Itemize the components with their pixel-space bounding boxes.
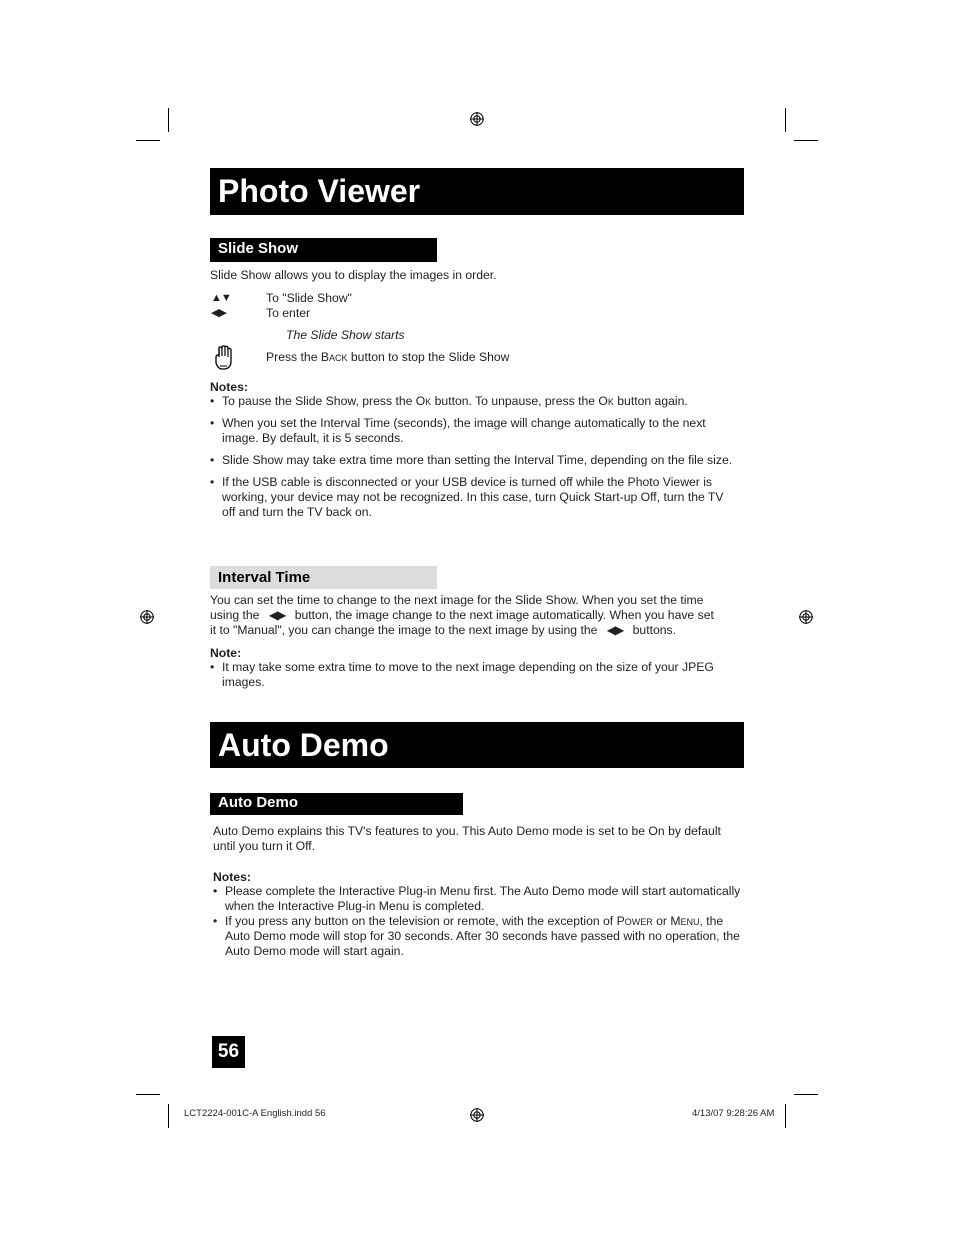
left-right-arrows-icon: ◀▶ bbox=[268, 608, 286, 622]
crop-mark-top-right-v bbox=[785, 108, 786, 132]
power-key-label: Power bbox=[616, 914, 653, 928]
note-text: button again. bbox=[613, 394, 688, 408]
press-back-pre: Press the bbox=[266, 350, 321, 364]
crop-mark-bottom-right-v bbox=[785, 1104, 786, 1128]
note-text: or bbox=[652, 914, 671, 928]
auto-demo-title: Auto Demo bbox=[210, 722, 744, 768]
footer-file-info: LCT2224-001C-A English.indd 56 bbox=[184, 1108, 326, 1119]
page-number: 56 bbox=[212, 1036, 245, 1068]
crop-mark-bottom-left-v bbox=[168, 1104, 169, 1128]
registration-mark-top-icon bbox=[470, 112, 484, 126]
left-right-arrows-icon: ◀▶ bbox=[211, 307, 226, 319]
interval-time-heading: Interval Time bbox=[210, 566, 437, 589]
note-text: , the Auto Demo mode will stop for 30 seconds. After 30 seconds have passed with no operation, the Auto Demo mode will start again. bbox=[225, 914, 740, 958]
list-item: • If the USB cable is disconnected or your USB device is turned off while the Photo Viewer is working, your device may not be recognized. In this case, turn Quick Start-up Off, turn the TV off and turn the TV back on. bbox=[210, 475, 740, 520]
interval-text: buttons. bbox=[632, 623, 677, 637]
interval-text: using the bbox=[210, 608, 260, 622]
slide-show-starts: The Slide Show starts bbox=[286, 328, 405, 342]
list-item bbox=[213, 914, 743, 959]
interval-text: button, the image change to the next image automatically. When you have set bbox=[294, 608, 714, 622]
list-item: • When you set the Interval Time (seconds), the image will change automatically to the next image. By default, it is 5 seconds. bbox=[210, 416, 740, 446]
slide-show-notes-list bbox=[210, 394, 740, 520]
auto-demo-notes-list bbox=[213, 884, 743, 959]
registration-mark-bottom-icon bbox=[470, 1108, 484, 1122]
crop-mark-top-left-h bbox=[136, 140, 160, 141]
interval-note-label: Note: bbox=[210, 646, 242, 660]
up-down-arrows-icon: ▲▼ bbox=[211, 292, 231, 304]
crop-mark-bottom-left-h bbox=[136, 1094, 160, 1095]
footer-timestamp: 4/13/07 9:28:26 AM bbox=[692, 1108, 775, 1119]
note-text: button. To unpause, press the bbox=[431, 394, 599, 408]
list-item: • Please complete the Interactive Plug-in Menu first. The Auto Demo mode will start automatically when the Interactive Plug-in Menu is completed. bbox=[213, 884, 743, 914]
press-back-instruction bbox=[266, 350, 509, 365]
slide-show-notes-label: Notes: bbox=[210, 380, 248, 394]
list-item: • Slide Show may take extra time more than setting the Interval Time, depending on the file size. bbox=[210, 453, 740, 468]
note-text: If you press any button on the television or remote, with the exception of bbox=[225, 914, 617, 928]
note-text: To pause the Slide Show, press the bbox=[222, 394, 416, 408]
press-back-post: button to stop the Slide Show bbox=[347, 350, 510, 364]
auto-demo-notes-label: Notes: bbox=[213, 870, 251, 884]
auto-demo-intro: Auto Demo explains this TV's features to you. This Auto Demo mode is set to be On by default until you turn it Off. bbox=[213, 824, 721, 853]
slide-show-heading: Slide Show bbox=[210, 238, 437, 262]
crop-mark-bottom-right-h bbox=[794, 1094, 818, 1095]
crop-mark-top-left-v bbox=[168, 108, 169, 132]
back-key-label: Back bbox=[320, 350, 348, 364]
interval-line-3 bbox=[210, 623, 744, 638]
list-item bbox=[210, 394, 740, 409]
step-to-enter: To enter bbox=[266, 306, 311, 320]
interval-notes-list bbox=[210, 660, 740, 690]
slide-show-intro: Slide Show allows you to display the images in order. bbox=[210, 268, 497, 282]
list-item: • It may take some extra time to move to the next image depending on the size of your JPEG images. bbox=[210, 660, 740, 690]
registration-mark-right-icon bbox=[799, 610, 813, 624]
left-right-arrows-icon: ◀▶ bbox=[606, 623, 624, 637]
interval-time-body bbox=[210, 593, 744, 638]
photo-viewer-title: Photo Viewer bbox=[210, 168, 744, 215]
interval-line-2 bbox=[210, 608, 744, 623]
interval-line-1: You can set the time to change to the next image for the Slide Show. When you set the time bbox=[210, 593, 704, 607]
press-button-hand-icon bbox=[212, 345, 238, 371]
menu-key-label: Menu bbox=[670, 914, 700, 928]
auto-demo-heading: Auto Demo bbox=[210, 793, 463, 815]
ok-key-label: Ok bbox=[598, 394, 614, 408]
interval-text: it to "Manual", you can change the image to the next image by using the bbox=[210, 623, 598, 637]
registration-mark-left-icon bbox=[140, 610, 154, 624]
ok-key-label: Ok bbox=[415, 394, 432, 408]
crop-mark-top-right-h bbox=[794, 140, 818, 141]
step-to-slide-show: To "Slide Show" bbox=[266, 291, 352, 305]
